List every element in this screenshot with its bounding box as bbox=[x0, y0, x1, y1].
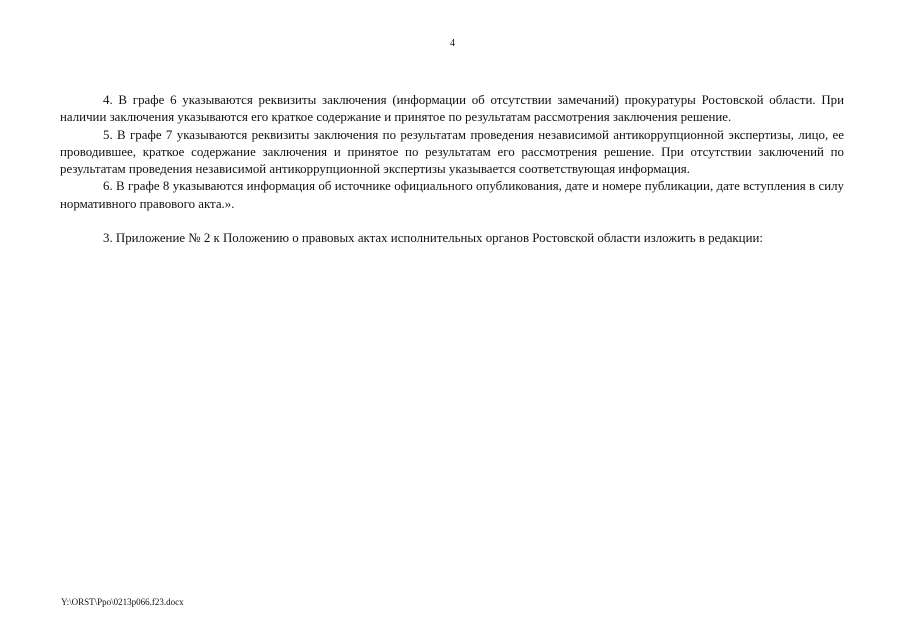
paragraph-item-3: 3. Приложение № 2 к Положению о правовых актах исполнительных органов Ростовской области изложить в редакции: bbox=[103, 231, 763, 246]
paragraph-gap bbox=[60, 213, 844, 230]
paragraph-item-6: 6. В графе 8 указываются информация об источнике официального опубликования, дате и номере публикации, дате вступления в силу нормативного правового акта.». bbox=[60, 179, 844, 211]
paragraph-item-5: 5. В графе 7 указываются реквизиты заключения по результатам проведения независимой антикоррупционной экспертизы, лицо, ее проводившее, краткое содержание заключения и принятое по результатам его рассмотрения решение. При отсутствии заключений по результатам проведения независимой антикоррупционной экспертизы указывается соответствующая информация. bbox=[60, 127, 844, 177]
page-number: 4 bbox=[450, 38, 455, 49]
footer-file-path: Y:\ORST\Ppo\0213p066.f23.docx bbox=[61, 597, 184, 607]
paragraph-item-4: 4. В графе 6 указываются реквизиты заключения (информации об отсутствии замечаний) прокуратуры Ростовской области. При наличии заключения указываются его краткое содержание и принятое по результатам рассмотрения заключения решение. bbox=[60, 93, 844, 125]
document-body bbox=[60, 92, 844, 247]
